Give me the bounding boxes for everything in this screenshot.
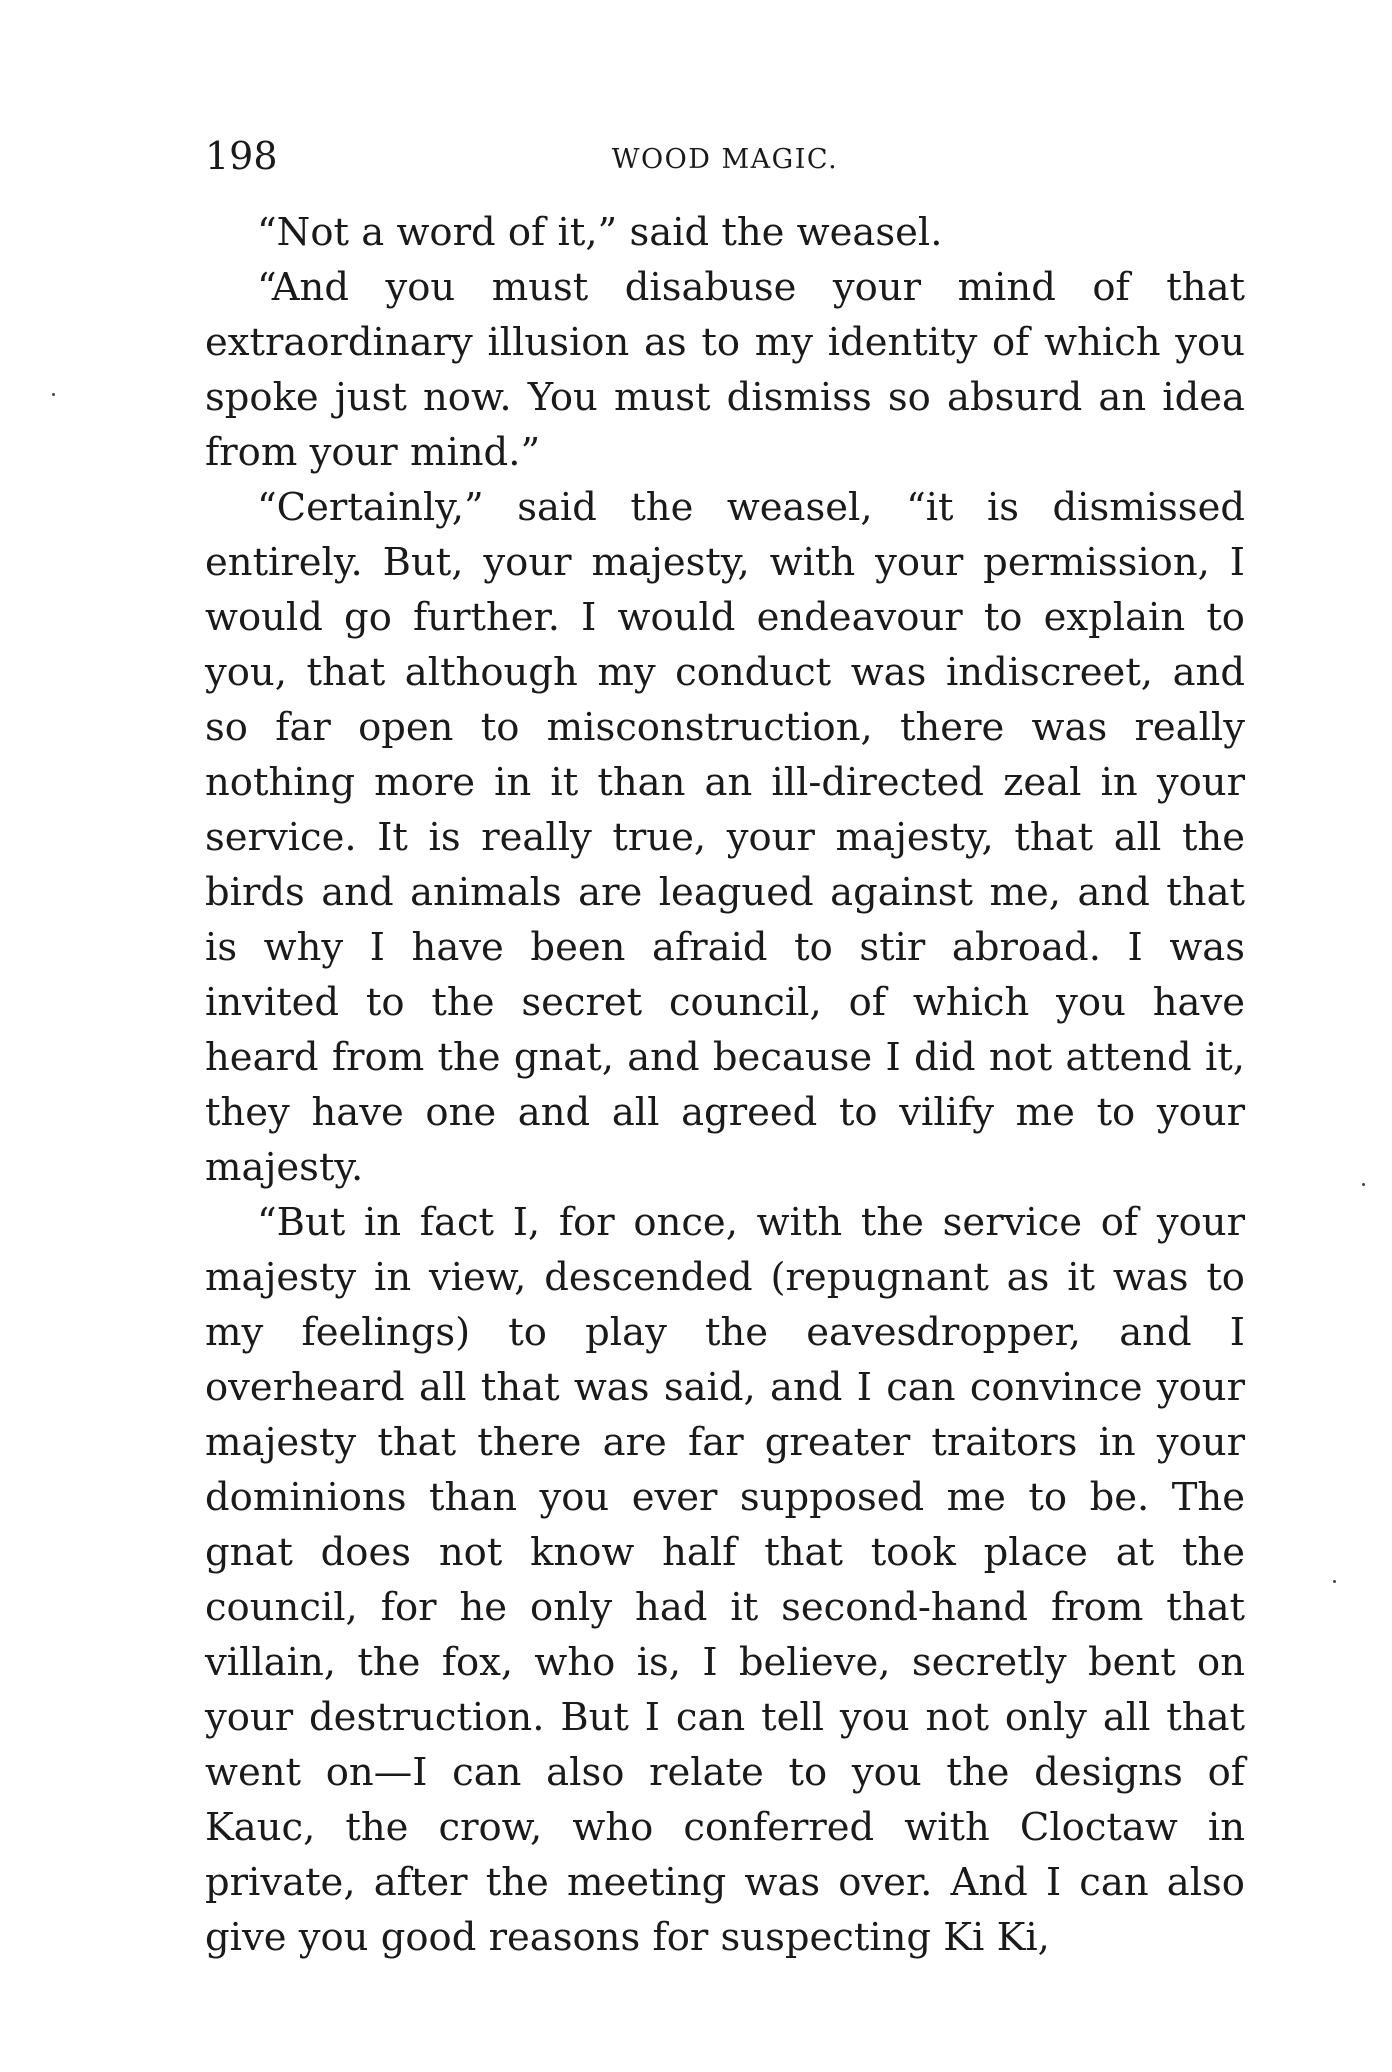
running-title: WOOD MAGIC. bbox=[611, 144, 839, 175]
scan-speck bbox=[1362, 1183, 1365, 1186]
paragraph: “Not a word of it,” said the weasel. bbox=[257, 210, 943, 255]
scan-speck bbox=[52, 393, 55, 396]
running-head bbox=[205, 134, 1245, 184]
scan-speck bbox=[1333, 1580, 1336, 1583]
page-number: 198 bbox=[205, 134, 278, 178]
paragraph: “Certainly,” said the weasel, “it is dismissed entirely. But, your majesty, with your permission, I would go further. I would endeavour to explain to you, that although my conduct was indiscreet, and so far open to misconstruction, there was really nothing more in it than an ill-directed zeal in your service. It is really true, your majesty, that all the birds and animals are leagued against me, and that is why I have been afraid to stir abroad. I was invited to the secret council, of which you have heard from the gnat, and because I did not attend it, they have one and all agreed to vilify me to your majesty. bbox=[205, 485, 1245, 1190]
paragraph: “And you must disabuse your mind of that extraordinary illusion as to my identity of which you spoke just now. You must dismiss so absurd an idea from your mind.” bbox=[205, 265, 1245, 475]
paragraph: “But in fact I, for once, with the service of your majesty in view, descended (repugnant as it was to my feelings) to play the eavesdropper, and I overheard all that was said, and I can convince your majesty that there are far greater traitors in your dominions than you ever supposed me to be. The gnat does not know half that took place at the council, for he only had it second-hand from that villain, the fox, who is, I believe, secretly bent on your destruction. But I can tell you not only all that went on—I can also relate to you the designs of Kauc, the crow, who conferred with Cloctaw in private, after the meeting was over. And I can also give you good reasons for suspecting Ki Ki, bbox=[205, 1200, 1245, 1960]
body-text bbox=[205, 205, 1245, 1965]
